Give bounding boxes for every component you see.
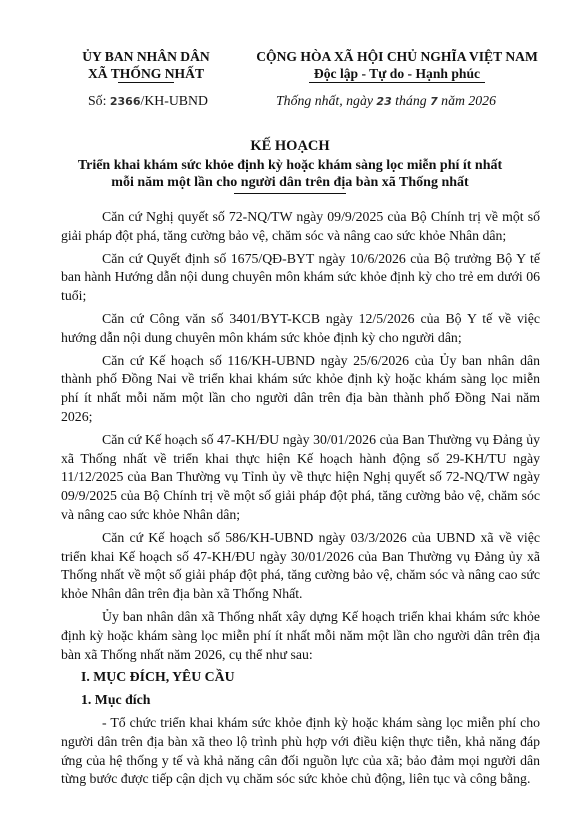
subtitle-line-2: mỗi năm một lần cho người dân trên địa bàn xã Thống nhất — [111, 175, 469, 190]
document-date — [276, 93, 496, 109]
agency-line-2: XÃ THỐNG NHẤT — [87, 66, 205, 81]
paragraph-legal-basis-2: Căn cứ Quyết định số 1675/QĐ-BYT ngày 10/6/2026 của Bộ trưởng Bộ Y tế ban hành Hướng dẫn nội dung chuyên môn khám sức khỏe định kỳ cho trẻ em dưới 06 tuổi; — [61, 250, 540, 304]
paragraph-legal-basis-5: Căn cứ Kế hoạch số 47-KH/ĐU ngày 30/01/2026 của Ban Thường vụ Đảng ủy xã Thống nhất về triển khai thực hiện Kế hoạch hành động số 29-KH/TU ngày 11/12/2025 của Ban Thường vụ Tỉnh ủy về thực hiện Nghị quyết số 72-NQ/TW ngày 09/9/2025 của Bộ Chính trị về một số giải pháp đột phá, tăng cường bảo vệ, chăm sóc và nâng cao sức khỏe Nhân dân; — [61, 431, 540, 522]
motto-line-1: CỘNG HÒA XÃ HỘI CHỦ NGHĨA VIỆT NAM — [256, 49, 538, 64]
doc-number-prefix: Số: — [88, 93, 110, 108]
subsection-heading: 1. Mục đích — [81, 692, 151, 708]
national-motto — [232, 48, 562, 82]
doc-number-value: 2366 — [109, 95, 141, 108]
paragraph-legal-basis-3: Căn cứ Công văn số 3401/BYT-KCB ngày 12/5/2026 của Bộ Y tế về việc hướng dẫn nội dung chuyên môn khám sức khỏe định kỳ cho người dân; — [61, 310, 540, 345]
date-suffix: năm 2026 — [437, 93, 496, 108]
date-day: 23 — [376, 95, 392, 108]
date-prefix: Thống nhất, ngày — [276, 93, 377, 108]
agency-underline — [118, 82, 174, 83]
doc-subtitle — [60, 157, 520, 191]
issuing-agency — [62, 48, 230, 82]
subtitle-line-1: Triển khai khám sức khỏe định kỳ hoặc khám sàng lọc miễn phí ít nhất — [77, 158, 503, 173]
paragraph-purpose: - Tổ chức triển khai khám sức khỏe định kỳ hoặc khám sàng lọc miễn phí cho người dân trên địa bàn xã theo lộ trình phù hợp với điều kiện thực tiễn, khả năng đáp ứng của hệ thống y tế và khả năng cân đối nguồn lực của xã; bảo đảm mọi người dân từng bước được tiếp cận dịch vụ chăm sóc sức khỏe chủ động, liên tục và công bằng. — [61, 714, 540, 787]
document-body — [61, 208, 540, 793]
paragraph-legal-basis-4: Căn cứ Kế hoạch số 116/KH-UBND ngày 25/6/2026 của Ủy ban nhân dân thành phố Đồng Nai về triển khai khám sức khỏe định kỳ hoặc khám sàng lọc miễn phí ít nhất mỗi năm một lần cho người dân trên địa bàn thành phố Đồng Nai năm 2026; — [61, 352, 540, 424]
paragraph-intro: Ủy ban nhân dân xã Thống nhất xây dựng Kế hoạch triển khai khám sức khỏe định kỳ hoặc khám sàng lọc miễn phí ít nhất mỗi năm một lần cho người dân trên địa bàn xã Thống nhất năm 2026, cụ thể như sau: — [61, 608, 540, 662]
doc-number-suffix: /KH-UBND — [140, 93, 208, 108]
doc-title: KẾ HOẠCH — [250, 138, 330, 154]
title-underline — [234, 193, 346, 194]
paragraph-legal-basis-1: Căn cứ Nghị quyết số 72-NQ/TW ngày 09/9/2025 của Bộ Chính trị về một số giải pháp đột phá, tăng cường bảo vệ, chăm sóc và nâng cao sức khỏe Nhân dân; — [61, 209, 540, 243]
motto-underline — [309, 82, 485, 83]
section-heading: I. MỤC ĐÍCH, YÊU CẦU — [81, 669, 235, 685]
document-number — [88, 93, 208, 109]
date-month: 7 — [430, 95, 438, 108]
date-mid: tháng — [391, 93, 431, 108]
motto-line-2: Độc lập - Tự do - Hạnh phúc — [313, 66, 481, 81]
paragraph-legal-basis-6: Căn cứ Kế hoạch số 586/KH-UBND ngày 03/3/2026 của UBND xã về việc triển khai Kế hoạch số 47-KH/ĐU ngày 30/01/2026 của Ban Thường vụ Đảng ủy xã Thống nhất về một số giải pháp đột phá, tăng cường bảo vệ, chăm sóc và nâng cao sức khỏe Nhân dân trên địa bàn xã Thống Nhất. — [61, 529, 540, 602]
agency-line-1: ỦY BAN NHÂN DÂN — [82, 49, 210, 64]
